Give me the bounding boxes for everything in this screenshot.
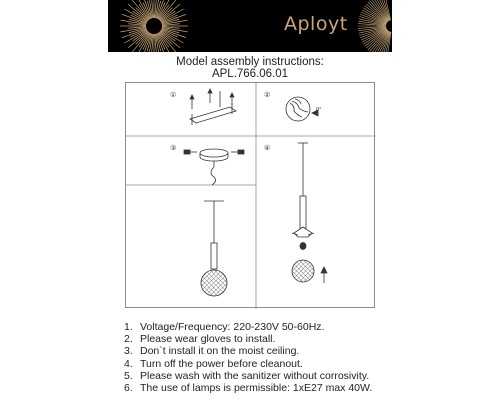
svg-text:0°: 0° (316, 107, 322, 113)
instruction-5: 5. Please wash with the sanitizer without corrosivity. (124, 369, 370, 382)
step-2-number: ② (264, 91, 271, 99)
lamp-shade-install-icon (292, 143, 327, 283)
mounting-bracket-icon (190, 89, 236, 125)
canopy-screws-icon (184, 149, 244, 185)
instructions-list (124, 321, 372, 394)
instruction-2: 2. Please wear gloves to install. (124, 333, 276, 346)
document-title: Model assembly instructions: (176, 56, 324, 68)
instruction-3: 3. Don`t install it on the moist ceiling. (124, 345, 300, 358)
sunburst-logo-icon (108, 0, 392, 52)
wire-connection-icon (286, 97, 322, 121)
assembly-diagram (125, 82, 375, 308)
brand-banner (108, 0, 392, 52)
step-1-number: ① (170, 91, 177, 99)
instruction-1: 1. Voltage/Frequency: 220-230V 50-60Hz. (124, 321, 325, 333)
instruction-4: 4. Turn off the power before cleanout. (124, 357, 303, 370)
step-4-number: ④ (264, 144, 271, 152)
step-3-number: ③ (170, 144, 177, 152)
instruction-6: 6. The use of lamps is permissible: 1xE27 max 40W. (124, 382, 373, 395)
brand-name: Aployt (284, 13, 348, 35)
model-number: APL.766.06.01 (211, 68, 289, 80)
assembled-lamp-icon (201, 201, 227, 296)
